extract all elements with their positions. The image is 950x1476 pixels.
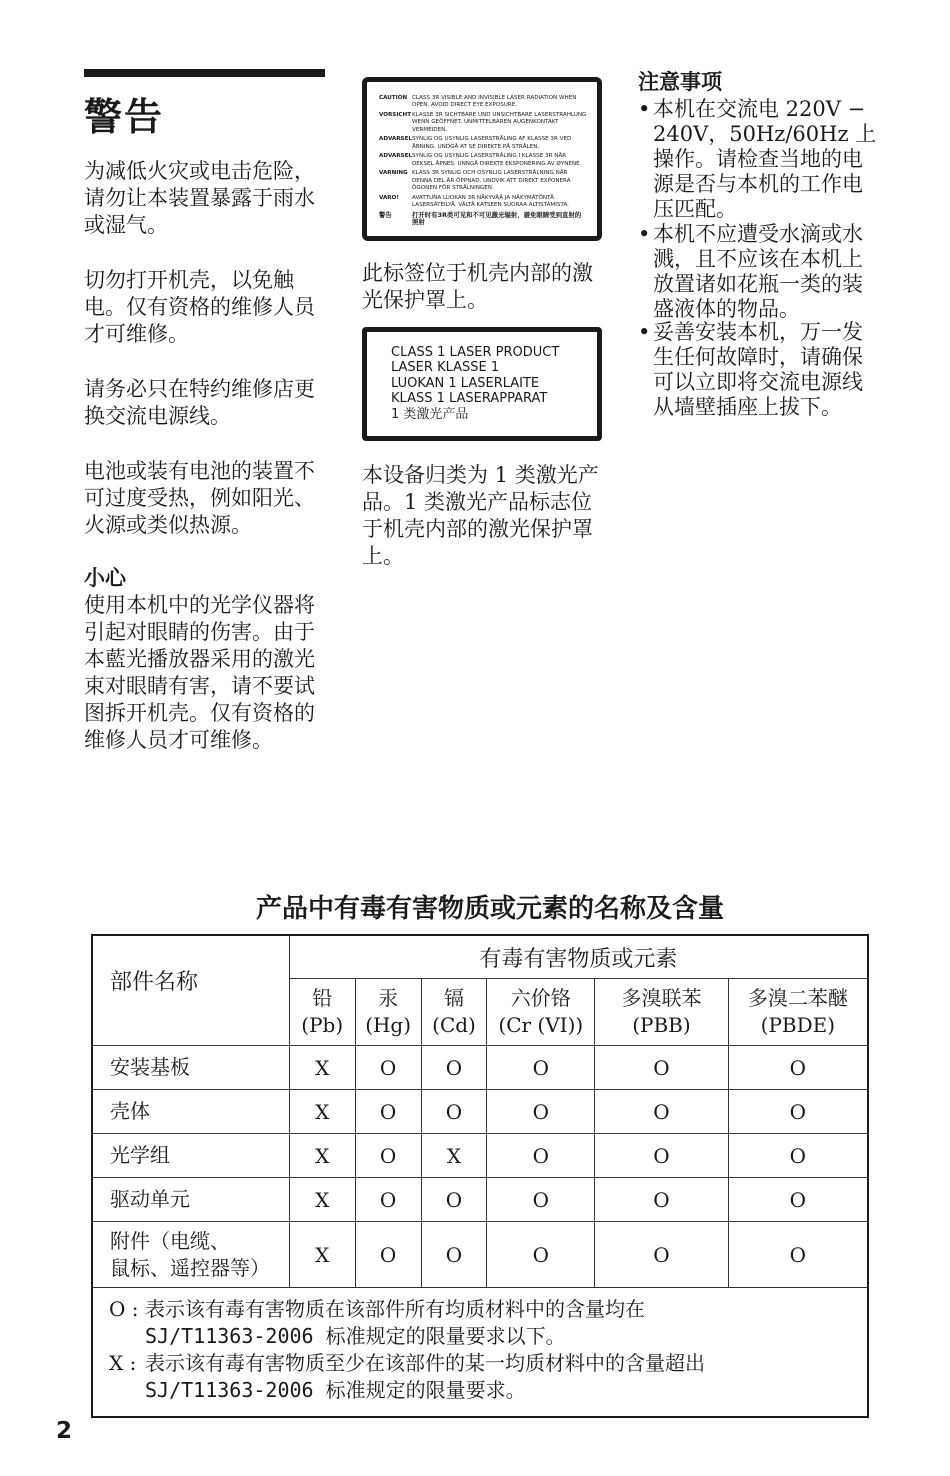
- hazard-table-title: 产品中有毒有害物质或元素的名称及含量: [255, 894, 724, 924]
- class-label-line: 1 类激光产品: [391, 406, 469, 422]
- note-continuation: SJ/T11363-2006 标准规定的限量要求。: [145, 1378, 526, 1402]
- label-language: VORSICHT: [379, 111, 412, 118]
- label-row: [379, 195, 587, 210]
- hazard-substance-table: [91, 934, 869, 1418]
- part-name-cell: 安装基板: [92, 1046, 289, 1090]
- caution-title: 小心: [84, 566, 126, 590]
- note-text: 表示该有毒有害物质在该部件所有均质材料中的含量均在: [145, 1297, 645, 1321]
- class-label-line: CLASS 1 LASER PRODUCT: [391, 345, 560, 360]
- caution-paragraph: 使用本机中的光学仪器将引起对眼睛的伤害。由于本藍光播放器采用的激光束对眼睛有害，请不要试图拆开机壳。仅有资格的维修人员才可维修。: [84, 593, 315, 752]
- value-cell: X: [421, 1134, 487, 1178]
- notices-title: 注意事项: [638, 70, 722, 94]
- warning-title: 警告: [84, 95, 165, 139]
- value-cell: X: [289, 1134, 355, 1178]
- page-number: 2: [56, 1418, 73, 1444]
- label-text: CLASS 3R VISIBLE AND INVISIBLE LASER RADIATION WHEN OPEN. AVOID DIRECT EYE EXPOSURE.: [412, 95, 577, 109]
- value-cell: O: [421, 1222, 487, 1288]
- notes-row: [92, 1288, 868, 1418]
- laser-caution-label: [362, 77, 602, 241]
- label-text: KLASSE 3R SICHTBARE UND UNSICHTBARE LASERSTRAHLUNG WENN GEÖFFNET. UNMITTELBAREN AUGENKONTAKT VERMEIDEN.: [412, 111, 587, 133]
- value-cell: O: [487, 1134, 595, 1178]
- label-text: SYNLIG OG USYNLIG LASERSTRÅLING AF KLASSE 3R VED ÅBNING. UNDGÅ AT SE DIREKTE PÅ STRÅLEN.: [412, 136, 572, 150]
- substance-header: 六价铬 (Cr (VI)): [487, 979, 595, 1046]
- note: [109, 1296, 867, 1323]
- label-row: [379, 112, 587, 134]
- label-row: [379, 170, 587, 192]
- notice-item: • 妥善安装本机，万一发生任何故障时，请确保可以立即将交流电源线从墙壁插座上拔下。: [638, 320, 878, 420]
- value-cell: O: [595, 1090, 729, 1134]
- label-language: VARO!: [379, 194, 399, 201]
- value-cell: O: [595, 1046, 729, 1090]
- label-text: AVATTUNA LUOKAN 3R NÄKYVÄÄ JA NÄKYMÄTÖNTÄ LASERSÄTEILYÄ. VÄLTÄ KATSEEN SUORAA ALTISTAMISTA.: [412, 194, 569, 208]
- value-cell: O: [355, 1134, 421, 1178]
- value-cell: O: [355, 1222, 421, 1288]
- label-language: 警告: [379, 210, 392, 219]
- label-row: [379, 136, 587, 151]
- class-label-line: LASER KLASSE 1: [391, 360, 500, 376]
- label-language: ADVARSEL: [379, 136, 412, 143]
- value-cell: O: [728, 1134, 868, 1178]
- part-name-cell: 附件（电缆、 鼠标、遥控器等）: [92, 1222, 289, 1288]
- class-label-line: KLASS 1 LASERAPPARAT: [391, 391, 548, 407]
- value-cell: O: [355, 1178, 421, 1222]
- value-cell: O: [487, 1046, 595, 1090]
- warning-paragraph: 切勿打开机壳，以免触电。仅有资格的维修人员才可维修。: [84, 268, 315, 346]
- part-name-cell: 驱动单元: [92, 1178, 289, 1222]
- value-cell: O: [421, 1178, 487, 1222]
- label-row: [379, 153, 587, 168]
- label-text: KLASS 3R SYNLIG OCH OSYNLIG LASERSTRÅLNING NÄR DENNA DEL ÄR ÖPPNAD. UNDVIK ATT DIREKT EXPONERA ÖGONEN FÖR STRÅLNINGEN.: [412, 170, 571, 191]
- label-language: CAUTION: [379, 95, 408, 101]
- warning-paragraph: 为减低火灾或电击危险，请勿让本装置暴露于雨水或湿气。: [84, 159, 315, 237]
- value-cell: O: [355, 1090, 421, 1134]
- notice-item: • 本机不应遭受水滴或水溅，且不应该在本机上放置诸如花瓶一类的装盛液体的物品。: [638, 222, 878, 322]
- value-cell: O: [421, 1046, 487, 1090]
- label-language: VARNING: [379, 170, 408, 177]
- substance-header: 镉 (Cd): [421, 979, 487, 1046]
- note: [109, 1350, 867, 1377]
- value-cell: O: [728, 1222, 868, 1288]
- value-cell: O: [728, 1178, 868, 1222]
- label-row: [379, 212, 587, 227]
- substance-header: 汞 (Hg): [355, 979, 421, 1046]
- class-label-line: LUOKAN 1 LASERLAITE: [391, 375, 540, 391]
- value-cell: O: [421, 1090, 487, 1134]
- substance-header: 多溴二苯醚 (PBDE): [728, 979, 868, 1046]
- value-cell: X: [289, 1090, 355, 1134]
- value-cell: O: [355, 1046, 421, 1090]
- value-cell: O: [595, 1178, 729, 1222]
- note-text: 表示该有毒有害物质至少在该部件的某一均质材料中的含量超出: [145, 1351, 705, 1375]
- warning-paragraph: 请务必只在特约维修店更换交流电源线。: [84, 377, 315, 428]
- value-cell: O: [595, 1222, 729, 1288]
- note-key: O :: [109, 1297, 139, 1321]
- label-text: 打开时有3R类可见和不可见激光辐射，避免眼睛受到直射的照射: [412, 210, 582, 226]
- section-rule: [84, 69, 325, 77]
- notice-item: • 本机在交流电 220V − 240V，50Hz/60Hz 上操作。请检查当地的电源是否与本机的工作电压匹配。: [638, 97, 878, 222]
- part-name-cell: 光学组: [92, 1134, 289, 1178]
- label-row: [379, 95, 587, 110]
- label-text: SYNLIG OG USYNLIG LASERSTRÅLING I KLASSE 3R NÅR DEKSEL ÅPNES. UNNGÅ DIREKTE EKSPONERING AV ØYNENE.: [412, 153, 582, 167]
- label-language: ADVARSEL: [379, 153, 412, 160]
- substance-header: 多溴联苯 (PBB): [595, 979, 729, 1046]
- part-name-cell: 壳体: [92, 1090, 289, 1134]
- value-cell: O: [487, 1222, 595, 1288]
- value-cell: X: [289, 1222, 355, 1288]
- table-row: [92, 1178, 868, 1222]
- value-cell: X: [289, 1046, 355, 1090]
- value-cell: X: [289, 1178, 355, 1222]
- substance-header: 铅 (Pb): [289, 979, 355, 1046]
- substances-group-header: 有毒有害物质或元素: [289, 935, 868, 979]
- note-continuation: SJ/T11363-2006 标准规定的限量要求以下。: [145, 1324, 566, 1348]
- value-cell: O: [595, 1134, 729, 1178]
- table-row: [92, 1090, 868, 1134]
- warning-paragraph: 电池或装有电池的装置不可过度受热，例如阳光、火源或类似热源。: [84, 459, 315, 537]
- value-cell: O: [487, 1178, 595, 1222]
- table-row: [92, 1134, 868, 1178]
- class-label-note: 本设备归类为 1 类激光产品。1 类激光产品标志位于机壳内部的激光保护罩上。: [362, 463, 599, 568]
- table-notes: [92, 1288, 868, 1418]
- table-row: [92, 1046, 868, 1090]
- part-name-header: 部件名称: [92, 935, 289, 1046]
- value-cell: O: [487, 1090, 595, 1134]
- caution-label-note: 此标签位于机壳内部的激光保护罩上。: [362, 261, 593, 312]
- class1-laser-label: [362, 327, 602, 441]
- value-cell: O: [728, 1090, 868, 1134]
- table-row: [92, 1222, 868, 1288]
- value-cell: O: [728, 1046, 868, 1090]
- note-key: X :: [109, 1351, 137, 1375]
